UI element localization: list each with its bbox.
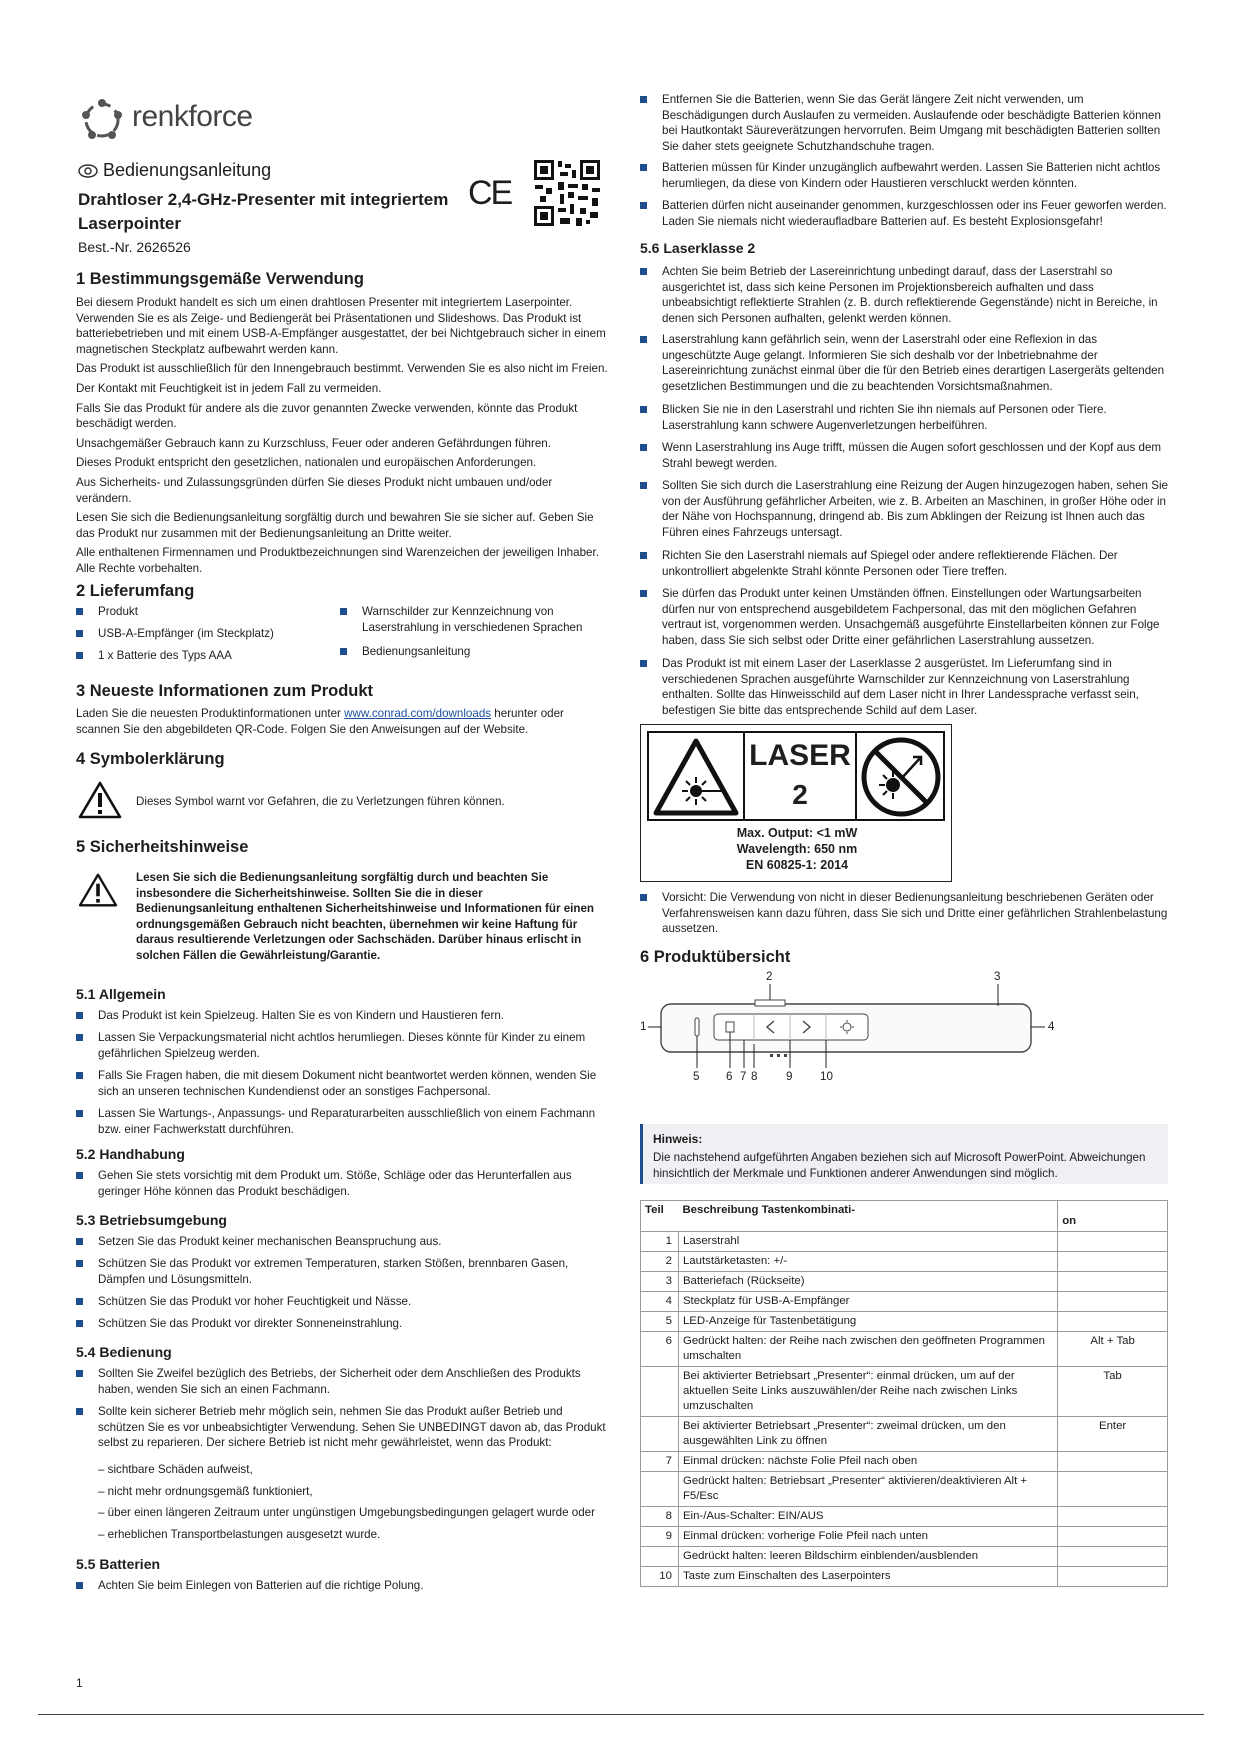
bullet [640, 444, 647, 451]
part-number-cell: 7 [641, 1452, 679, 1472]
bullet [640, 164, 647, 171]
note-text: Die nachstehend aufgeführten Angaben beziehen sich auf Microsoft PowerPoint. Abweichungen hinsichtlich der Merkmale und Funktionen anderer Anwendungen sind möglich. [653, 1151, 1146, 1180]
brand-name: renkforce [132, 100, 253, 133]
callout-label: 4 [1048, 1020, 1055, 1033]
product-diagram [640, 968, 1060, 1096]
bullet [76, 630, 83, 637]
brand-logo [76, 94, 376, 146]
description-cell: Taste zum Einschalten des Laserpointers [678, 1567, 1057, 1587]
table-header-row [641, 1201, 1168, 1232]
description-cell: Einmal drücken: nächste Folie Pfeil nach oben [678, 1452, 1057, 1472]
header-description: Beschreibung Tastenkombinati- [678, 1201, 1057, 1232]
warning-triangle-icon [78, 872, 118, 908]
key-combo-cell: Tab [1058, 1367, 1168, 1417]
key-combo-cell: Alt + Tab [1058, 1332, 1168, 1367]
list-item: Schützen Sie das Produkt vor extremen Temperaturen, starken Stößen, brennbaren Gasen, Dämpfen und Lösungsmitteln. [76, 1256, 610, 1287]
table-row [641, 1292, 1168, 1312]
s54-heading: 5.4 Bedienung [76, 1344, 172, 1360]
bullet [640, 268, 647, 275]
qr-code-icon [532, 158, 602, 228]
key-combo-cell [1058, 1312, 1168, 1332]
description-cell: Batteriefach (Rückseite) [678, 1272, 1057, 1292]
part-number-cell: 8 [641, 1507, 679, 1527]
list-item: Sollten Sie sich durch die Laserstrahlung eine Reizung der Augen hinzugezogen haben, sehen Sie von der Ausführung gefährlicher Arbeiten, wie z. B. Arbeiten an Maschinen, in großer Höhe oder in der Nähe von Hochspannung, dringend ab. Bis zum Abklingen der Reizung ist Ihnen auch das Führen eines Fahrzeugs untersagt. [640, 478, 1168, 540]
list-item: Warnschilder zur Kennzeichnung von Laserstrahlung in verschiedenen Sprachen [340, 604, 590, 635]
key-combo-cell [1058, 1472, 1168, 1507]
part-number-cell: 9 [641, 1527, 679, 1547]
note-box [640, 1124, 1168, 1184]
table-row [641, 1232, 1168, 1252]
bullet [76, 1012, 83, 1019]
laser-word: LASER [749, 739, 851, 772]
table-row [641, 1252, 1168, 1272]
s3-heading: 3 Neueste Informationen zum Produkt [76, 682, 374, 700]
bullet [76, 1034, 83, 1041]
eye-icon [78, 164, 98, 178]
s1-paragraph: Der Kontakt mit Feuchtigkeit ist in jedem Fall zu vermeiden. [76, 381, 382, 395]
list-item: Das Produkt ist kein Spielzeug. Halten Sie es von Kindern und Haustieren fern. [76, 1008, 610, 1024]
s55-heading: 5.5 Batterien [76, 1556, 161, 1572]
bullet [640, 406, 647, 413]
s5-heading: 5 Sicherheitshinweise [76, 838, 249, 856]
part-number-cell: 5 [641, 1312, 679, 1332]
list-item: Entfernen Sie die Batterien, wenn Sie das Gerät längere Zeit nicht verwenden, um Beschädigungen durch Auslaufen zu vermeiden. Auslaufende oder beschädigte Batterien können bei Hautkontakt Säureverätzungen hervorrufen. Beim Umgang mit beschädigten Batterien sollten Sie daher stets geeignete Schutzhandschuhe tragen. [640, 92, 1168, 154]
table-row [641, 1527, 1168, 1547]
list-item: Batterien müssen für Kinder unzugänglich aufbewahrt werden. Lassen Sie Batterien nicht achtlos herumliegen, da diese von Kindern oder Haustieren verschluckt werden könnten. [640, 160, 1168, 191]
bullet [76, 1298, 83, 1305]
description-cell: Steckplatz für USB-A-Empfänger [678, 1292, 1057, 1312]
laser-spec-standard: EN 60825-1: 2014 [745, 858, 849, 872]
callout-label: 6 [726, 1070, 733, 1083]
page-number: 1 [76, 1676, 83, 1690]
bullet [640, 660, 647, 667]
bullet [76, 1172, 83, 1179]
table-row [641, 1507, 1168, 1527]
table-row [641, 1472, 1168, 1507]
s1-paragraph: Alle enthaltenen Firmennamen und Produktbezeichnungen sind Warenzeichen der jeweiligen Inhaber. Alle Rechte vorbehalten. [76, 546, 599, 575]
laser-specs [641, 825, 953, 873]
list-item: Achten Sie beim Betrieb der Lasereinrichtung unbedingt darauf, dass der Laserstrahl so ausgerichtet ist, dass sich keine Personen im Projektionsbereich aufhalten und dass unbeabsichtigt reflektierte Strahlen (z. B. durch reflektierende Gegenstände) nicht in Bereiche, in denen sich Personen aufhalten, gelenkt werden können. [640, 264, 1168, 326]
s4-warn-text: Dieses Symbol warnt vor Gefahren, die zu Verletzungen führen können. [136, 795, 505, 808]
bullet [76, 652, 83, 659]
laser-spec-wavelength: Wavelength: 650 nm [736, 842, 858, 856]
description-cell: Bei aktivierter Betriebsart „Presenter“: zweimal drücken, um den ausgewählten Link zu öffnen [678, 1417, 1057, 1452]
list-item: Lassen Sie Verpackungsmaterial nicht achtlos herumliegen. Dieses könnte für Kinder zu einem gefährlichen Spielzeug werden. [76, 1030, 610, 1061]
callout-label: 1 [640, 1020, 647, 1033]
list-item: Produkt [76, 604, 326, 620]
bullet [640, 202, 647, 209]
list-item: Bedienungsanleitung [340, 644, 590, 660]
list-item: Das Produkt ist mit einem Laser der Laserklasse 2 ausgerüstet. Im Lieferumfang sind in verschiedenen Sprachen ausgeführte Warnschilder zur Kennzeichnung von Laserstrahlung enthalten. Sollte das Hinweisschild auf dem Laser nicht in Ihrer Landessprache verfasst sein, befestigen Sie bitte das entsprechende Schild auf dem Laser. [640, 656, 1168, 718]
callout-label: 9 [786, 1070, 793, 1083]
bullet [76, 1370, 83, 1377]
callout-label: 2 [766, 970, 773, 983]
table-row [641, 1367, 1168, 1417]
description-cell: Einmal drücken: vorherige Folie Pfeil nach unten [678, 1527, 1057, 1547]
bullet [76, 1260, 83, 1267]
bullet [640, 552, 647, 559]
s1-paragraph: Das Produkt ist ausschließlich für den Innengebrauch bestimmt. Verwenden Sie es also nicht im Freien. [76, 362, 608, 376]
list-item: Sollte kein sicherer Betrieb mehr möglich sein, nehmen Sie das Produkt außer Betrieb und schützen Sie es vor unbeabsichtigter Verwendung. Sehen Sie UNBEDINGT davon ab, das Produkt selbst zu reparieren. Der sichere Betrieb ist nicht mehr gewährleistet, wenn das Produkt: [76, 1404, 610, 1451]
table-row [641, 1312, 1168, 1332]
bullet [76, 1320, 83, 1327]
s51-heading: 5.1 Allgemein [76, 986, 166, 1002]
bullet [76, 1582, 83, 1589]
s1-paragraph: Unsachgemäßer Gebrauch kann zu Kurzschluss, Feuer oder anderen Gefährdungen führen. [76, 436, 551, 450]
bullet [76, 608, 83, 615]
description-cell: Ein-/Aus-Schalter: EIN/AUS [678, 1507, 1057, 1527]
list-item: Schützen Sie das Produkt vor direkter Sonneneinstrahlung. [76, 1316, 610, 1332]
part-number-cell: 6 [641, 1332, 679, 1367]
s52-heading: 5.2 Handhabung [76, 1146, 185, 1162]
dash-item: – sichtbare Schäden aufweist, [98, 1463, 253, 1476]
description-cell: Gedrückt halten: der Reihe nach zwischen den geöffneten Programmen umschalten [678, 1332, 1057, 1367]
list-item: Batterien dürfen nicht auseinander genommen, kurzgeschlossen oder ins Feuer geworfen werden. Laden Sie niemals nicht wiederaufladbare Batterien auf. Es besteht Explosionsgefahr! [640, 198, 1168, 229]
description-cell: Lautstärketasten: +/- [678, 1252, 1057, 1272]
renkforce-logo-icon [80, 96, 124, 144]
product-title [78, 188, 478, 236]
key-combo-cell [1058, 1567, 1168, 1587]
list-item: Gehen Sie stets vorsichtig mit dem Produkt um. Stöße, Schläge oder das Herunterfallen aus geringer Höhe können das Produkt beschädigen. [76, 1168, 610, 1199]
laser-class: 2 [792, 779, 808, 810]
laser-warning-label [640, 724, 952, 882]
key-combo-cell [1058, 1292, 1168, 1312]
s1-paragraph: Dieses Produkt entspricht den gesetzlichen, nationalen und europäischen Anforderungen. [76, 456, 537, 470]
list-item: Setzen Sie das Produkt keiner mechanischen Beanspruchung aus. [76, 1234, 610, 1250]
s1-paragraph: Falls Sie das Produkt für andere als die zuvor genannten Zwecke verwenden, könnte das Produkt beschädigt werden. [76, 401, 578, 431]
description-cell: Gedrückt halten: Betriebsart „Presenter“ aktivieren/deaktivieren Alt + F5/Esc [678, 1472, 1057, 1507]
list-item: Schützen Sie das Produkt vor hoher Feuchtigkeit und Nässe. [76, 1294, 610, 1310]
table-row [641, 1547, 1168, 1567]
s1-paragraph: Bei diesem Produkt handelt es sich um einen drahtlosen Presenter mit integriertem Laserpointer. Verwenden Sie es als Zeige- und Bediengerät bei Präsentationen und Slideshows. Das Produkt ist batteriebetrieben und mit einem USB-A-Empfänger ausgestattet, der bei Nichtgebrauch sicher in einem magnetischen Steckplatz aufbewahrt werden kann. [76, 296, 606, 356]
laser-hazard-icon [651, 735, 741, 819]
table-row [641, 1567, 1168, 1587]
callout-label: 7 [740, 1070, 747, 1083]
part-number-cell [641, 1417, 679, 1452]
no-eye-exposure-icon [859, 735, 943, 819]
list-item: Vorsicht: Die Verwendung von nicht in dieser Bedienungsanleitung beschriebenen Geräten oder Verfahrensweisen kann dazu führen, dass Sie sich und Dritte einer gefährlichen Strahlenbelastung aussetzen. [640, 890, 1168, 937]
note-title: Hinweis: [653, 1132, 703, 1146]
ce-mark: CE [468, 174, 512, 212]
bullet [640, 482, 647, 489]
key-combo-cell [1058, 1232, 1168, 1252]
dash-item: – erheblichen Transportbelastungen ausgesetzt wurde. [98, 1527, 381, 1541]
footer-rule [38, 1714, 1204, 1715]
warning-triangle-icon [78, 780, 122, 820]
table-row [641, 1272, 1168, 1292]
s54-dash-list [98, 1462, 608, 1542]
s5-intro: Lesen Sie sich die Bedienungsanleitung sorgfältig durch und beachten Sie insbesondere die Sicherheitshinweise. Sollten Sie die in dieser Bedienungsanleitung enthaltenen Sicherheitshinweise und Informationen für einen ordnungsgemäßen Gebrauch nicht beachten, übernehmen wir keine Haftung für daraus resultierende Verletzungen oder Sachschäden. Darüber hinaus erlischt in solchen Fällen die Gewährleistung/Garantie. [136, 871, 595, 962]
bullet [340, 608, 347, 615]
s4-heading: 4 Symbolerklärung [76, 750, 225, 768]
list-item: Falls Sie Fragen haben, die mit diesem Dokument nicht beantwortet werden können, wenden Sie sich an unseren technischen Kundendienst oder an sonstiges Fachpersonal. [76, 1068, 610, 1099]
downloads-link[interactable]: www.conrad.com/downloads [344, 707, 492, 720]
description-cell: Gedrückt halten: leeren Bildschirm einblenden/ausblenden [678, 1547, 1057, 1567]
s56-heading: 5.6 Laserklasse 2 [640, 240, 756, 256]
bullet [640, 590, 647, 597]
manual-label: Bedienungsanleitung [103, 160, 272, 180]
part-number-cell [641, 1367, 679, 1417]
s1-paragraph: Lesen Sie sich die Bedienungsanleitung sorgfältig durch und bewahren Sie sie sicher auf. Geben Sie das Produkt nur zusammen mit der Bedienungsanleitung an Dritte weiter. [76, 511, 594, 540]
callout-label: 3 [994, 970, 1001, 983]
presenter-drawing [640, 968, 1060, 1096]
parts-table [640, 1200, 1168, 1587]
laser-label-frame [647, 731, 945, 821]
table-row [641, 1417, 1168, 1452]
list-item: Sie dürfen das Produkt unter keinen Umständen öffnen. Einstellungen oder Wartungsarbeiten dürfen nur von entsprechend ausgebildetem Fachpersonal, das mit den möglichen Gefahren vertraut ist, vorgenommen werden. Unsachgemäß ausgeführte Einstellarbeiten können zur Folge haben, dass Sie sich selbst oder Dritte einer gefährlichen Laserstrahlung aussetzen. [640, 586, 1168, 648]
callout-label: 5 [693, 1070, 700, 1083]
bullet [76, 1072, 83, 1079]
description-cell: Laserstrahl [678, 1232, 1057, 1252]
bullet [640, 336, 647, 343]
key-combo-cell [1058, 1252, 1168, 1272]
key-combo-cell [1058, 1527, 1168, 1547]
s3-text: Laden Sie die neuesten Produktinformationen unter www.conrad.com/downloads herunter oder scannen Sie den abgebildeten QR-Code. Folgen Sie den Anweisungen auf der Website. [76, 707, 564, 736]
list-item: Lassen Sie Wartungs-, Anpassungs- und Reparaturarbeiten ausschließlich von einem Fachmann bzw. einer Fachwerkstatt durchführen. [76, 1106, 610, 1137]
part-number-cell [641, 1472, 679, 1507]
s1-paragraph: Aus Sicherheits- und Zulassungsgründen dürfen Sie dieses Produkt nicht umbauen und/oder verändern. [76, 475, 553, 505]
description-cell: LED-Anzeige für Tastenbetätigung [678, 1312, 1057, 1332]
list-item: Richten Sie den Laserstrahl niemals auf Spiegel oder andere reflektierende Flächen. Der unkontrolliert abgelenkte Strahl könnte Personen oder Tiere treffen. [640, 548, 1168, 579]
list-item: Wenn Laserstrahlung ins Auge trifft, müssen die Augen sofort geschlossen und der Kopf aus dem Strahl bewegt werden. [640, 440, 1168, 471]
list-item: Sollten Sie Zweifel bezüglich des Betriebs, der Sicherheit oder dem Anschließen des Produkts haben, wenden Sie sich an einen Fachmann. [76, 1366, 610, 1397]
part-number-cell: 3 [641, 1272, 679, 1292]
table-row [641, 1452, 1168, 1472]
part-number-cell: 4 [641, 1292, 679, 1312]
item-number: Best.-Nr. 2626526 [78, 239, 191, 255]
part-number-cell: 1 [641, 1232, 679, 1252]
key-combo-cell [1058, 1507, 1168, 1527]
bullet [76, 1110, 83, 1117]
description-cell: Bei aktivierter Betriebsart „Presenter“: einmal drücken, um auf der aktuellen Seite Links auszuwählen/der Reihe nach zwischen Links umzuschalten [678, 1367, 1057, 1417]
bullet [76, 1238, 83, 1245]
list-item: Laserstrahlung kann gefährlich sein, wenn der Laserstrahl oder eine Reflexion in das ungeschützte Auge gelangt. Informieren Sie sich deshalb vor der Inbetriebnahme der Lasereinrichtung zunächst einmal über die für den Betrieb eines derartigen Lasergeräts geltenden gesetzlichen Bestimmungen und die zu beachtenden Vorsichtsmaßnahmen. [640, 332, 1168, 394]
key-combo-cell: Enter [1058, 1417, 1168, 1452]
product-title-line2: Laserpointer [78, 214, 181, 233]
part-number-cell: 2 [641, 1252, 679, 1272]
list-item: 1 x Batterie des Typs AAA [76, 648, 326, 664]
label-divider [855, 733, 857, 819]
dash-item: – über einen längeren Zeitraum unter ungünstigen Umgebungsbedingungen gelagert wurde oder [98, 1506, 595, 1520]
s2-heading: 2 Lieferumfang [76, 582, 195, 600]
laser-spec-output: Max. Output: <1 mW [736, 826, 858, 840]
bullet [340, 648, 347, 655]
header-part: Teil [641, 1201, 679, 1232]
s1-body [76, 295, 610, 577]
bullet [640, 96, 647, 103]
header-combo: on [1058, 1201, 1168, 1232]
list-item: Blicken Sie nie in den Laserstrahl und richten Sie ihn niemals auf Personen oder Tiere. Laserstrahlung kann schwere Augenverletzungen herbeiführen. [640, 402, 1168, 433]
s1-heading: 1 Bestimmungsgemäße Verwendung [76, 270, 364, 288]
s53-heading: 5.3 Betriebsumgebung [76, 1212, 227, 1228]
product-title-line1: Drahtloser 2,4-GHz-Presenter mit integriertem [78, 190, 449, 209]
callout-label: 8 [751, 1070, 758, 1083]
callout-label: 10 [820, 1070, 833, 1083]
s6-heading: 6 Produktübersicht [640, 948, 791, 966]
list-item: USB-A-Empfänger (im Steckplatz) [76, 626, 326, 642]
key-combo-cell [1058, 1272, 1168, 1292]
part-number-cell: 10 [641, 1567, 679, 1587]
bullet [76, 1408, 83, 1415]
key-combo-cell [1058, 1452, 1168, 1472]
dash-item: – nicht mehr ordnungsgemäß funktioniert, [98, 1484, 313, 1498]
key-combo-cell [1058, 1547, 1168, 1567]
table-row [641, 1332, 1168, 1367]
bullet [640, 894, 647, 901]
list-item: Achten Sie beim Einlegen von Batterien auf die richtige Polung. [76, 1578, 610, 1594]
part-number-cell [641, 1547, 679, 1567]
